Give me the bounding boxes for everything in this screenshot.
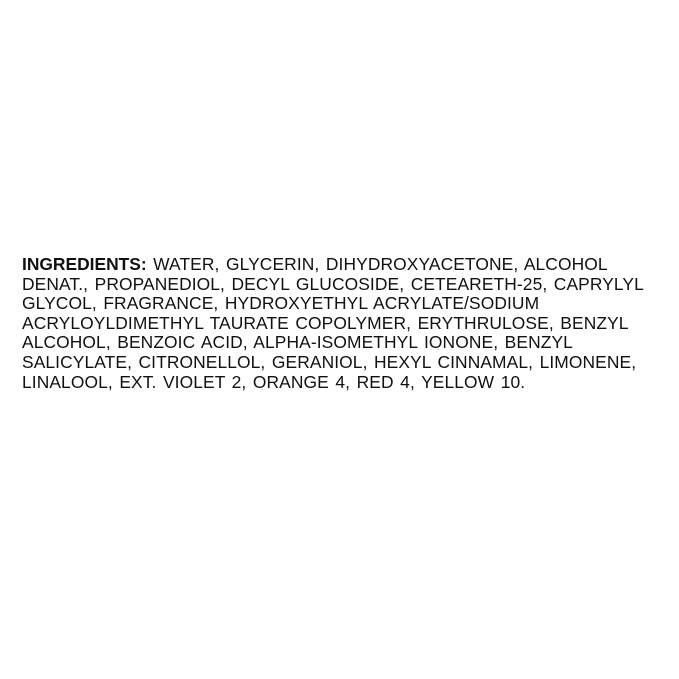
ingredients-block bbox=[22, 255, 662, 392]
ingredients-heading: INGREDIENTS: bbox=[22, 254, 147, 274]
ingredients-paragraph bbox=[22, 255, 662, 392]
ingredients-body: WATER, GLYCERIN, DIHYDROXYACETONE, ALCOHOL DENAT., PROPANEDIOL, DECYL GLUCOSIDE, CETEARETH-25, CAPRYLYL GLYCOL, FRAGRANCE, HYDROXYETHYL ACRYLATE/SODIUM ACRYLOYLDIMETHYL TAURATE COPOLYMER, ERYTHRULOSE, BENZYL ALCOHOL, BENZOIC ACID, ALPHA-ISOMETHYL IONONE, BENZYL SALICYLATE, CITRONELLOL, GERANIOL, HEXYL CINNAMAL, LIMONENE, LINALOOL, EXT. VIOLET 2, ORANGE 4, RED 4, YELLOW 10. bbox=[22, 254, 650, 392]
